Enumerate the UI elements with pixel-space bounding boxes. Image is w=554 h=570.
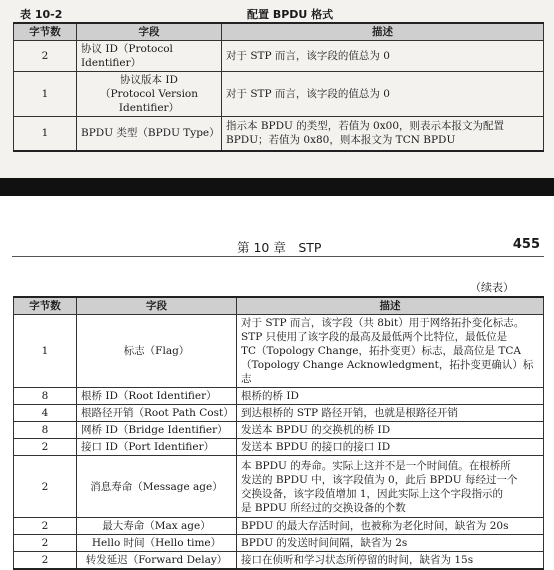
cell-bytes: 8 (14, 422, 77, 439)
cell-desc: 根桥的桥 ID (237, 388, 544, 405)
cell-field: BPDU 类型（BPDU Type） (77, 117, 222, 151)
cell-bytes: 8 (14, 388, 77, 405)
cell-bytes: 2 (14, 535, 77, 552)
header-field: 字段 (77, 23, 222, 41)
cell-desc (222, 117, 544, 151)
header-field: 字段 (77, 297, 237, 315)
cell-bytes: 1 (14, 117, 77, 151)
table-row (14, 388, 544, 405)
bpdu-format-table (13, 22, 544, 152)
cell-field: 最大寿命（Max age） (77, 518, 237, 535)
table-row (14, 117, 544, 151)
cell-desc (237, 315, 544, 388)
cell-field: 消息寿命（Message age） (77, 456, 237, 518)
cell-field: 接口 ID（Port Identifier） (77, 439, 237, 456)
cell-bytes: 1 (14, 72, 77, 117)
cell-desc (237, 456, 544, 518)
cell-desc: 对于 STP 而言，该字段的值总为 0 (222, 72, 544, 117)
table-row (14, 315, 544, 388)
page-divider (0, 178, 554, 196)
cell-desc-line: BPDU；若值为 0x80，则本报文为 TCN BPDU (226, 134, 456, 147)
table-number: 表 10-2 (20, 8, 63, 21)
table-row (14, 552, 544, 570)
cell-field (77, 72, 222, 117)
cell-bytes: 2 (14, 518, 77, 535)
cell-desc: 接口在侦听和学习状态所停留的时间，缺省为 15s (237, 552, 544, 570)
cell-field-line: （Protocol Version Identifier） (99, 88, 199, 114)
cell-field: 网桥 ID（Bridge Identifier） (77, 422, 237, 439)
cell-desc: 发送本 BPDU 的交换机的桥 ID (237, 422, 544, 439)
cell-field-line: 协议版本 ID (120, 74, 178, 86)
table-row (14, 456, 544, 518)
cell-bytes: 2 (14, 439, 77, 456)
header-desc: 描述 (237, 297, 544, 315)
table-row (14, 535, 544, 552)
cell-bytes: 2 (14, 456, 77, 518)
header-desc: 描述 (222, 23, 544, 41)
table-caption (0, 6, 554, 22)
cell-desc: 发送本 BPDU 的接口的接口 ID (237, 439, 544, 456)
cell-desc-line: （Topology Change Acknowledgment，拓扑变更确认）标志 (241, 359, 534, 385)
cell-bytes: 1 (14, 315, 77, 388)
page-header (12, 238, 544, 257)
cell-field: Hello 时间（Hello time） (77, 535, 237, 552)
cell-desc-line: 是 BPDU 所经过的交换设备的个数 (241, 501, 406, 514)
table-row (14, 439, 544, 456)
cell-bytes: 2 (14, 41, 77, 72)
cell-desc-line: 本 BPDU 的寿命。实际上这并不是一个时间值。在根桥所 (241, 459, 511, 472)
bpdu-format-table-continued (13, 296, 544, 570)
cell-bytes: 4 (14, 405, 77, 422)
table-row (14, 518, 544, 535)
cell-field: 标志（Flag） (77, 315, 237, 388)
cell-desc-line: 对于 STP 而言，该字段（共 8bit）用于网络拓扑变化标志。 (241, 317, 525, 329)
cell-bytes: 2 (14, 552, 77, 570)
cell-field: 转发延迟（Forward Delay） (77, 552, 237, 570)
cell-field: 根路径开销（Root Path Cost） (77, 405, 237, 422)
table-row (14, 72, 544, 117)
cell-desc-line: 交换设备，该字段值增加 1，因此实际上这个字段指示的 (241, 487, 504, 500)
continued-label: （续表） (470, 281, 514, 294)
cell-field: 协议 ID（Protocol Identifier） (77, 41, 222, 72)
table-header-row (14, 297, 544, 315)
cell-desc-line: STP 只使用了该字段的最高及最低两个比特位，最低位是 (241, 331, 508, 343)
table-header-row (14, 23, 544, 41)
header-bytes: 字节数 (14, 23, 77, 41)
table-row (14, 422, 544, 439)
page-number: 455 (512, 237, 540, 252)
cell-desc-line: 指示本 BPDU 的类型，若值为 0x00，则表示本报文为配置 (226, 120, 505, 133)
table-row (14, 41, 544, 72)
table-title: 配置 BPDU 格式 (247, 8, 334, 21)
header-bytes: 字节数 (14, 297, 77, 315)
chapter-title: 第 10 章 STP (237, 240, 322, 255)
cell-field: 根桥 ID（Root Identifier） (77, 388, 237, 405)
cell-desc-line: 发送的 BPDU 中，该字段值为 0，此后 BPDU 每经过一个 (241, 473, 518, 486)
cell-desc-line: TC（Topology Change，拓扑变更）标志，最高位是 TCA (241, 345, 521, 357)
table-row (14, 405, 544, 422)
cell-desc: BPDU 的最大存活时间，也被称为老化时间，缺省为 20s (237, 518, 544, 535)
cell-desc: BPDU 的发送时间间隔，缺省为 2s (237, 535, 544, 552)
cell-desc: 到达根桥的 STP 路径开销，也就是根路径开销 (237, 405, 544, 422)
cell-desc: 对于 STP 而言，该字段的值总为 0 (222, 41, 544, 72)
